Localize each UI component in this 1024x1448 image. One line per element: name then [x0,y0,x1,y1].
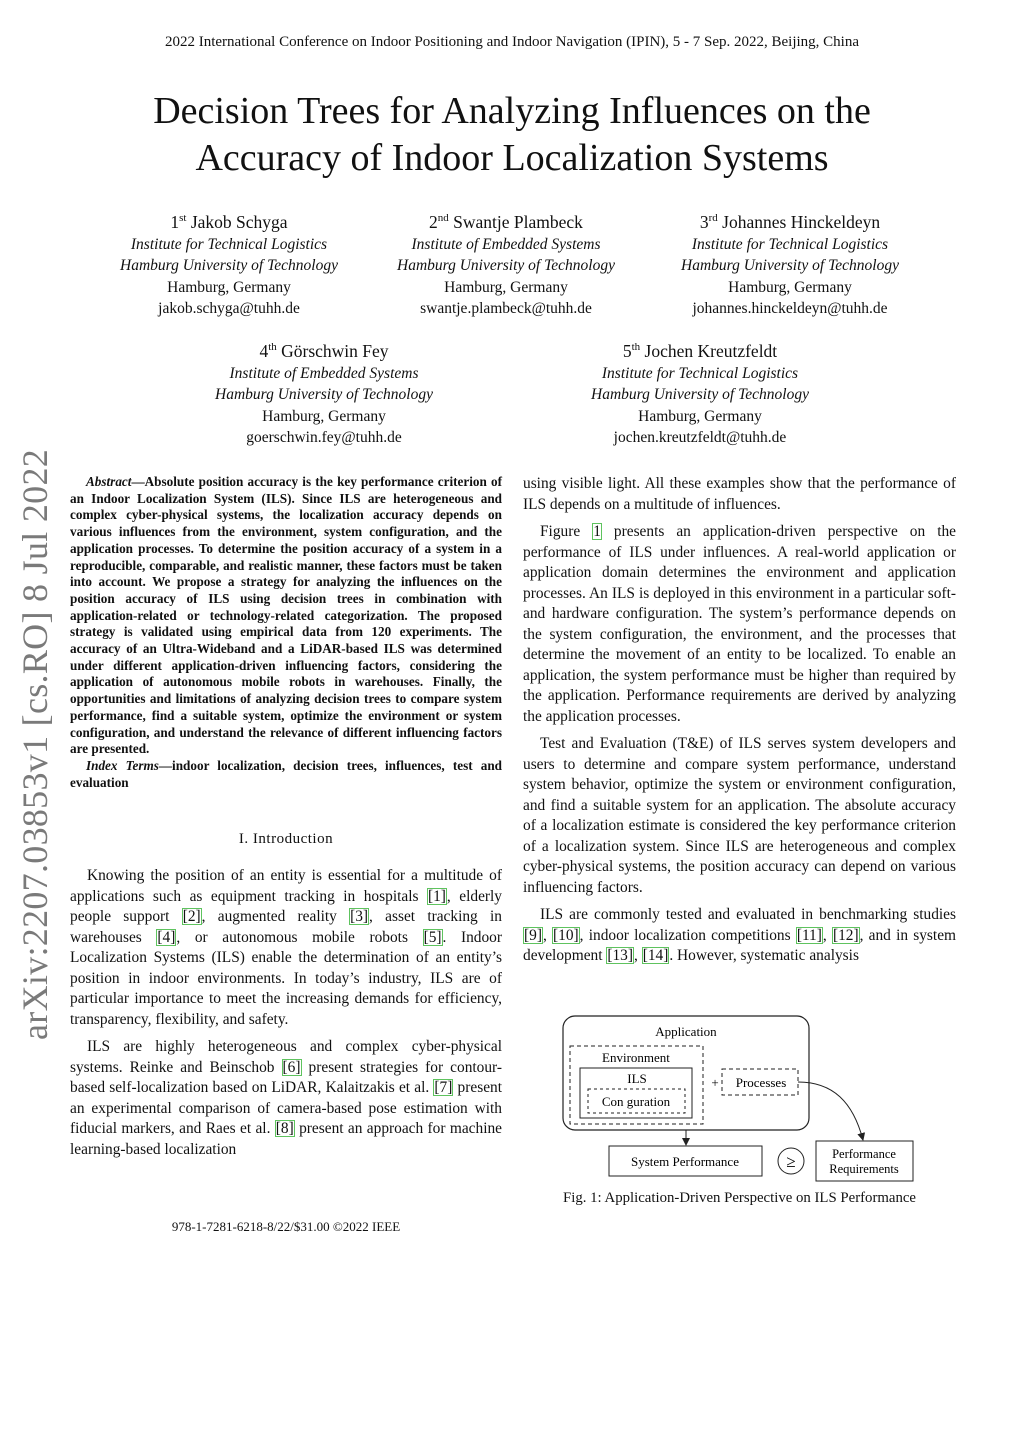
author-5-email[interactable]: jochen.kreutzfeldt@tuhh.de [613,429,787,447]
paper-title [60,88,964,182]
right-paragraph-1: Figure 1 presents an application-driven perspective on the performance of ILS under influences. A real-world application or application domain determines the environment and application processes. An ILS is deployed in this environment in a particular soft- and hardware configuration. The system’s performance depends on the system configuration, the environment, and the processes that determine the movement of an entity to be localized. To enable an application, the system performance must be higher than required by the application. Performance requirements are derived by analyzing the application processes. [523,523,957,725]
figure-1-reference[interactable]: 1 [593,523,601,540]
author-4-email[interactable]: goerschwin.fey@tuhh.de [246,429,402,447]
citation-10[interactable]: [10] [553,926,579,944]
author-1-email[interactable]: jakob.schyga@tuhh.de [158,300,300,318]
processes-label: Processes [735,1075,787,1090]
geq-symbol: ≥ [786,1152,796,1171]
citation-2[interactable]: [2] [182,908,201,926]
figure-1-caption: Fig. 1: Application-Driven Perspective on ILS Performance [563,1190,916,1206]
index-terms: Index Terms—indoor localization, decision trees, influences, test and evaluation [70,757,502,790]
citation-8[interactable]: [8] [275,1120,294,1138]
plus-sign: + [711,1075,719,1090]
title-line-1: Decision Trees for Analyzing Influences on the [153,90,871,132]
right-paragraph-3: ILS are commonly tested and evaluated in benchmarking studies [9], [10], indoor localization competitions [11], [12], and in system development [13], [14]. However, systematic analysis [523,906,957,964]
section-heading-introduction: I. Introduction [238,831,334,848]
citation-14[interactable]: [14] [642,947,669,964]
citation-6[interactable]: [6] [282,1058,301,1076]
right-column [523,474,956,974]
application-label: Application [655,1024,717,1039]
citation-11[interactable]: [11] [796,926,822,944]
abstract: Abstract—Absolute position accuracy is the key performance criterion of an Indoor Localization System (ILS). Since ILS are heterogeneous and complex cyber-physical systems, the localization accuracy depends on various influences from the environment, system configuration, and the application processes. To determine the position accuracy of a system in a reproducible, comparable, and realistic manner, these factors must be taken into account. We propose a strategy for analyzing the influences on the position accuracy of ILS using decision trees in combination with application-related or technology-related categorization. The proposed strategy is validated using empirical data from 120 experiments. The accuracy of an Ultra-Wideband and a LiDAR-based ILS was determined under different application-driven influencing factors, considering the application of autonomous mobile robots in warehouses. Finally, the opportunities and limitations of analyzing decision trees to compare system performance, find a suitable system, optimize the environment or system configuration, and understand the relevance of different influencing factors are presented. [70,474,502,757]
title-line-2: Accuracy of Indoor Localization Systems [195,137,829,179]
right-paragraph-0: using visible light. All these examples show that the performance of ILS depends on a multitude of influences. [523,475,956,513]
author-2: 2nd Swantje Plambeck Institute of Embedded Systems Hamburg University of Technology Hamburg, Germany swantje.plambeck@tuhh.de [372,206,640,320]
citation-12[interactable]: [12] [832,926,859,944]
author-4: 4th Görschwin Fey Institute of Embedded Systems Hamburg University of Technology Hamburg, Germany goerschwin.fey@tuhh.de [190,335,458,449]
intro-paragraph-2: ILS are highly heterogeneous and complex cyber-physical systems. Reinke and Beinschob [6] present strategies for contour-based self-localization based on LiDAR, Kalaitzakis et al. [7] present an experimental comparison of camera-based pose estimation with fiducial markers, and Raes et al. [8] present an approach for machine learning-based localization [70,1038,503,1158]
citation-7[interactable]: [7] [434,1079,453,1097]
ils-label: ILS [627,1071,647,1086]
intro-paragraph-1: Knowing the position of an entity is essential for a multitude of applications such as equipment tracking in hospitals [1], elderly people support [2], augmented reality [3], asset tracking in warehouses [4], or autonomous mobile robots [5]. Indoor Localization Systems (ILS) enable the determination of an entity’s position in indoor environments. In today’s industry, ILS are of particular importance to meet the increasing demands for efficiency, transparency, flexibility, and safety. [70,867,503,1028]
performance-requirements-line-1: Performance [832,1147,896,1161]
left-column [70,474,502,1167]
system-performance-label: System Performance [631,1154,739,1169]
conference-header: 2022 International Conference on Indoor Positioning and Indoor Navigation (IPIN), 5 - 7 Sep. 2022, Beijing, China [164,34,860,50]
citation-5[interactable]: [5] [423,928,442,946]
citation-3[interactable]: [3] [350,908,369,926]
author-3-email[interactable]: johannes.hinckeldeyn@tuhh.de [692,300,888,318]
figure-1-diagram [548,1012,933,1192]
arrow-to-requirements [798,1082,863,1140]
author-1: 1st Jakob Schyga Institute for Technical Logistics Hamburg University of Technology Hamburg, Germany jakob.schyga@tuhh.de [90,206,368,320]
copyright-footer: 978-1-7281-6218-8/22/$31.00 ©2022 IEEE [171,1219,401,1234]
author-2-email[interactable]: swantje.plambeck@tuhh.de [420,300,592,318]
citation-4[interactable]: [4] [157,928,176,946]
citation-1[interactable]: [1] [427,887,446,905]
arxiv-identifier: arXiv:2207.03853v1 [cs.RO] 8 Jul 2022 [15,448,55,1040]
citation-13[interactable]: [13] [607,947,633,964]
author-3: 3rd Johannes Hinckeldeyn Institute for Technical Logistics Hamburg University of Technology Hamburg, Germany johannes.hinckeldeyn@tuhh.de [652,206,928,320]
right-paragraph-2: Test and Evaluation (T&E) of ILS serves system developers and users to determine and compare system performance, understand system behavior, optimize the system or environment configuration, and find a suitable system for an application. The absolute accuracy of a localization estimate is considered the key performance criterion of a localization system. Since ILS are heterogeneous and complex cyber-physical systems, the position accuracy can depend on various influencing factors. [523,735,956,896]
citation-9[interactable]: [9] [524,926,542,944]
environment-label: Environment [602,1050,670,1065]
configuration-label: Con guration [601,1094,671,1109]
performance-requirements-line-2: Requirements [829,1162,899,1176]
author-5: 5th Jochen Kreutzfeldt Institute for Technical Logistics Hamburg University of Technology Hamburg, Germany jochen.kreutzfeldt@tuhh.de [566,335,834,449]
